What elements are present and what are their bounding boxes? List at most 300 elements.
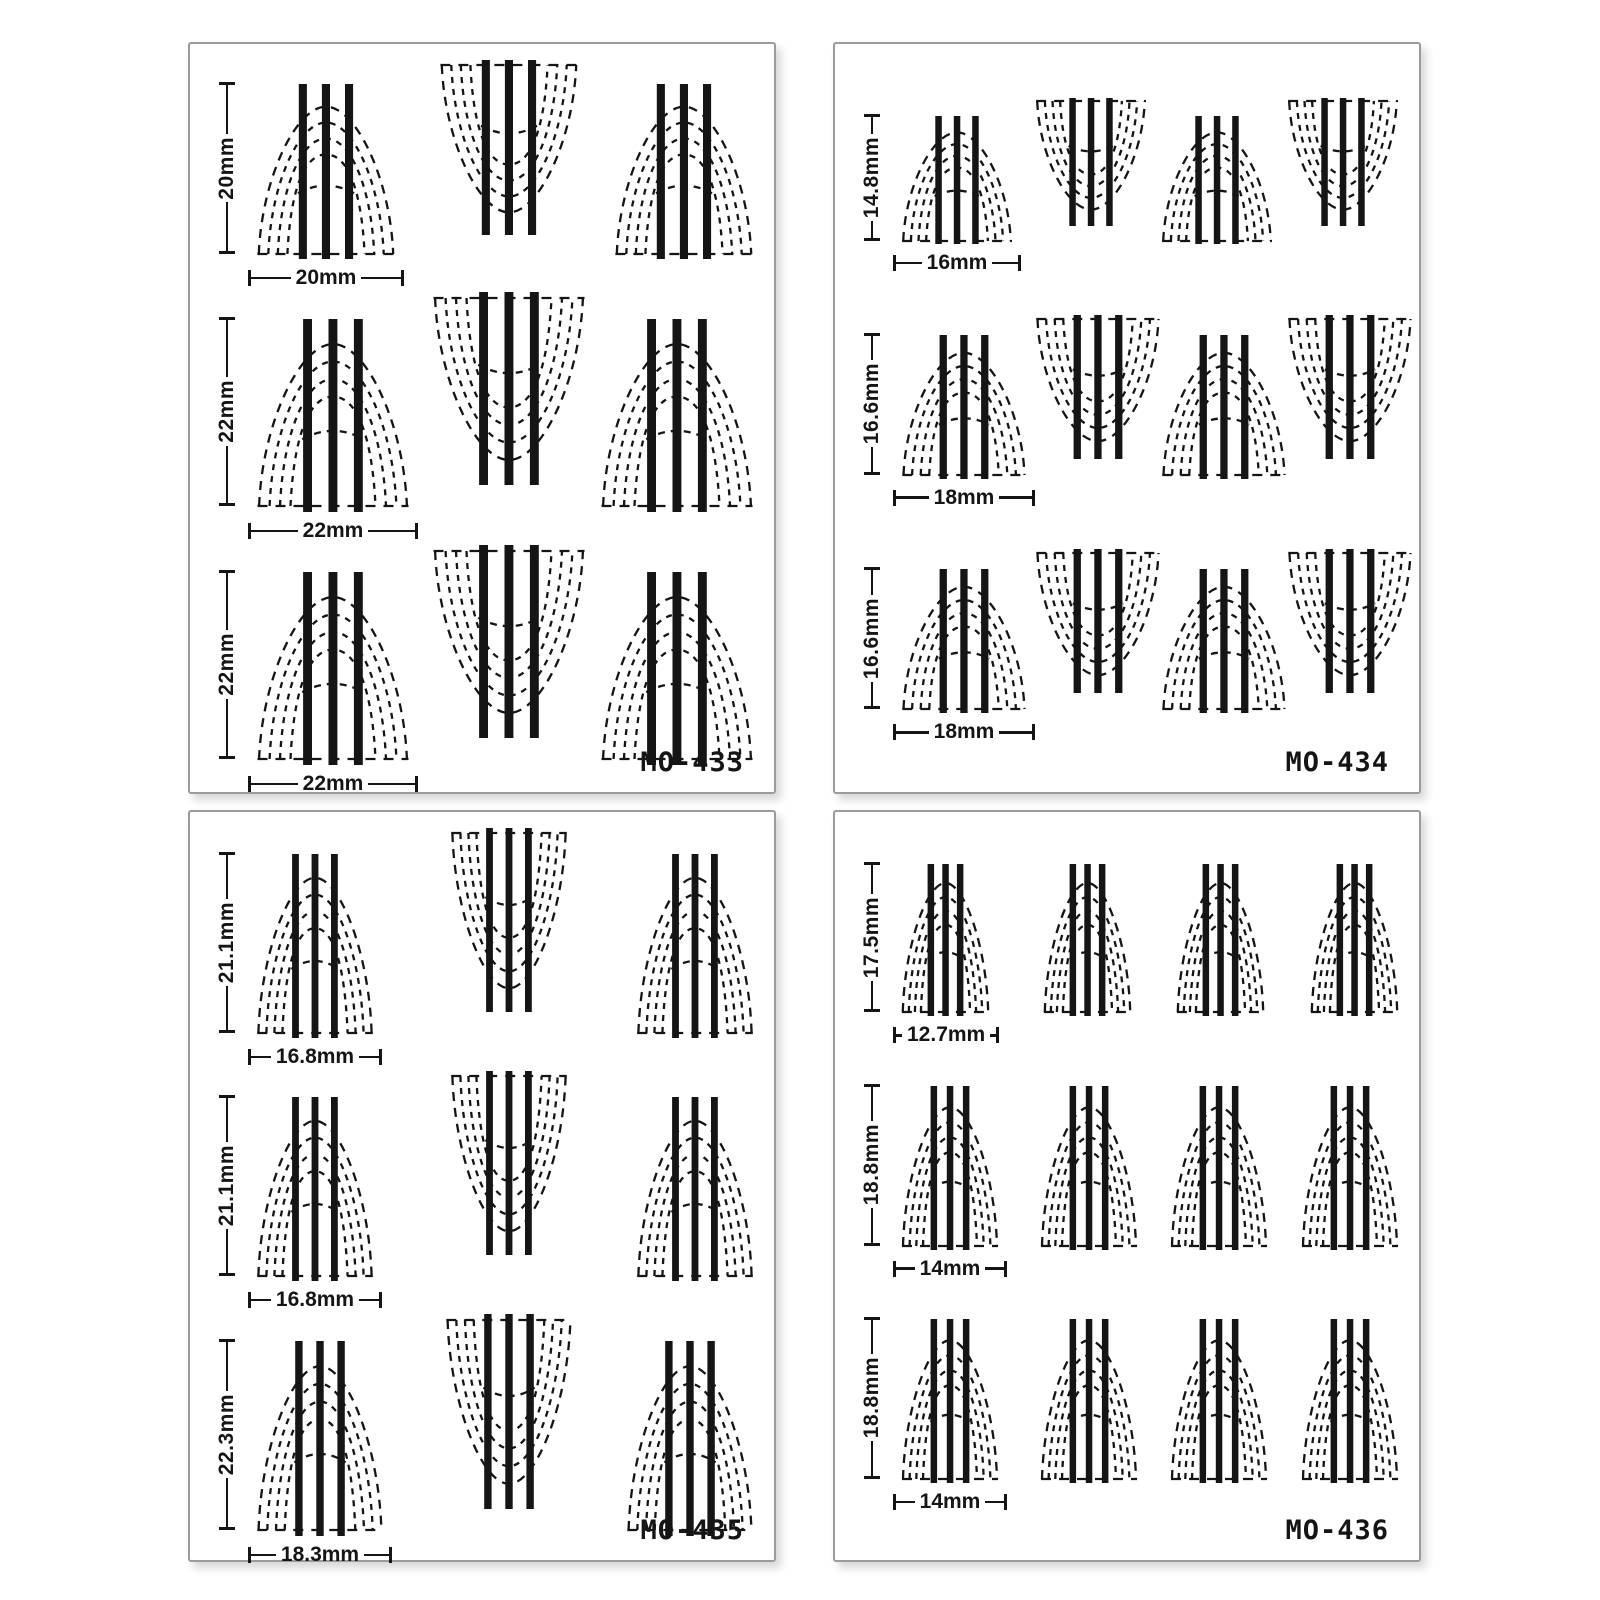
dimension-line	[368, 530, 415, 533]
sticker-black-bar	[647, 319, 656, 512]
sticker-black-bar	[1085, 1086, 1092, 1250]
sticker-black-bar	[942, 864, 949, 1016]
dimension-line	[251, 530, 298, 533]
nail-guide-shape-up	[256, 1339, 384, 1538]
dimension-line	[251, 1299, 271, 1302]
sticker-black-bar	[354, 572, 363, 765]
sticker-black-bar	[1214, 116, 1221, 244]
sticker-black-bar	[506, 828, 513, 1012]
sticker-black-bar	[479, 292, 488, 485]
nail-guide-shape-up	[1043, 862, 1132, 1018]
height-dimension-label: 17.5mm	[860, 896, 883, 978]
sticker-black-bar	[711, 854, 718, 1038]
nail-guide-shape-down	[432, 543, 586, 740]
nail-guide-shape-down	[432, 290, 586, 487]
dimension-line	[985, 1501, 1004, 1504]
sticker-row-shapes	[893, 547, 1413, 744]
height-dimension-callout	[851, 1317, 893, 1479]
sticker-black-bar	[940, 569, 947, 713]
dimension-line	[364, 1554, 389, 1557]
nail-guide-sticker	[1170, 1084, 1268, 1252]
sticker-black-bar	[331, 1097, 338, 1281]
height-dimension-callout	[851, 333, 893, 475]
height-dimension-callout	[206, 82, 248, 254]
sticker-black-bar	[1218, 864, 1225, 1016]
sticker-row	[851, 96, 1399, 275]
nail-guide-sticker	[636, 852, 754, 1040]
sticker-black-bar	[963, 1086, 970, 1250]
nail-guide-sticker	[1287, 313, 1413, 461]
sticker-black-bar	[698, 572, 707, 765]
sticker-black-bar	[312, 1097, 319, 1281]
dimension-line	[871, 1087, 874, 1121]
sticker-black-bar	[530, 292, 539, 485]
dimension-line	[226, 1229, 229, 1273]
nail-guide-shape-down	[1035, 547, 1161, 695]
width-dimension-label: 16.8mm	[275, 1288, 355, 1311]
nail-guide-sticker	[1043, 862, 1132, 1018]
template-sheet-MO-436	[833, 810, 1421, 1562]
dimension-end-cap	[864, 1476, 880, 1479]
nail-guide-shape-down	[1035, 96, 1147, 228]
nail-guide-shape-up	[256, 1095, 374, 1283]
width-dimension-callout	[248, 266, 404, 290]
nail-guide-sticker	[600, 317, 754, 514]
dimension-line	[251, 1056, 271, 1059]
sticker-black-bar	[1115, 315, 1122, 459]
height-dimension-callout	[206, 1339, 248, 1530]
dimension-end-cap	[219, 1527, 235, 1530]
dimension-end-cap	[1004, 1261, 1007, 1277]
sticker-black-bar	[947, 1319, 954, 1483]
nail-guide-shape-up	[626, 1339, 754, 1538]
sticker-black-bar	[1220, 569, 1227, 713]
sticker-row	[206, 826, 754, 1069]
sticker-black-bar	[703, 84, 711, 259]
sticker-black-bar	[528, 60, 536, 235]
sticker-black-bar	[1241, 335, 1248, 479]
height-dimension-callout	[851, 1084, 893, 1246]
dimension-end-cap	[379, 1049, 382, 1065]
dimension-line	[871, 865, 874, 893]
dimension-end-cap	[415, 776, 418, 792]
sticker-black-bar	[530, 545, 539, 738]
sticker-black-bar	[931, 1319, 938, 1483]
width-dimension-callout	[893, 1023, 998, 1047]
nail-guide-sticker	[1035, 547, 1161, 695]
sticker-black-bar	[1232, 1319, 1239, 1483]
sticker-black-bar	[1200, 569, 1207, 713]
sticker-black-bar	[960, 335, 967, 479]
nail-guide-shape-up	[636, 852, 754, 1040]
dimension-line	[871, 1208, 874, 1242]
sticker-black-bar	[303, 319, 312, 512]
sticker-black-bar	[981, 569, 988, 713]
sticker-black-bar	[1346, 315, 1353, 459]
nail-guide-shape-down	[1287, 313, 1413, 461]
sticker-black-bar	[672, 1097, 679, 1281]
sticker-black-bar	[692, 854, 699, 1038]
nail-guide-sticker	[1040, 1084, 1138, 1252]
dimension-line	[871, 1320, 874, 1354]
sticker-black-bar	[1331, 1086, 1338, 1250]
height-dimension-label: 16.6mm	[860, 362, 883, 445]
nail-guide-shape-up	[256, 82, 396, 261]
sticker-black-bar	[1363, 1086, 1370, 1250]
dimension-line	[871, 336, 874, 360]
template-sheet-MO-435	[188, 810, 776, 1566]
nail-guide-shape-up	[1301, 1084, 1399, 1252]
dimension-end-cap	[1032, 490, 1035, 506]
width-dimension-callout	[248, 1045, 382, 1069]
sticker-row-shapes	[248, 58, 754, 290]
sticker-black-bar	[1326, 549, 1333, 693]
dimension-end-cap	[219, 1030, 235, 1033]
sticker-row-shapes	[893, 1084, 1399, 1281]
dimension-end-cap	[219, 503, 235, 506]
dimension-end-cap	[1018, 255, 1021, 271]
dimension-line	[251, 783, 298, 786]
nail-guide-sticker	[450, 1069, 568, 1257]
sticker-black-bar	[673, 572, 682, 765]
nail-guide-sticker	[248, 1339, 392, 1567]
sticker-black-bar	[928, 864, 935, 1016]
dimension-end-cap	[996, 1027, 999, 1043]
height-dimension-label: 22mm	[215, 633, 238, 696]
height-dimension-label: 18.8mm	[860, 1357, 883, 1439]
sticker-black-bar	[647, 572, 656, 765]
dimension-line	[226, 986, 229, 1030]
sticker-black-bar	[665, 1341, 672, 1536]
sticker-black-bar	[1321, 98, 1328, 226]
sticker-row-shapes	[893, 96, 1399, 275]
sticker-black-bar	[1085, 1319, 1092, 1483]
nail-guide-sticker	[600, 570, 754, 767]
dimension-line	[871, 447, 874, 471]
sheet-model-number: MO-436	[1285, 1515, 1389, 1546]
width-dimension-callout	[248, 772, 418, 796]
sticker-black-bar	[316, 1341, 323, 1536]
sticker-black-bar	[698, 319, 707, 512]
nail-guide-shape-up	[901, 567, 1027, 715]
nail-guide-shape-down	[1287, 547, 1413, 695]
sticker-black-bar	[292, 1097, 299, 1281]
sticker-row-shapes	[893, 862, 1399, 1047]
sticker-black-bar	[1331, 1319, 1338, 1483]
sticker-black-bar	[1069, 98, 1076, 226]
width-dimension-callout	[893, 1490, 1007, 1514]
sticker-black-bar	[707, 1341, 714, 1536]
nail-guide-shape-up	[1161, 114, 1273, 246]
dimension-line	[251, 277, 291, 280]
sticker-row-shapes	[893, 313, 1413, 510]
nail-guide-shape-up	[1310, 862, 1399, 1018]
sticker-row	[851, 313, 1399, 510]
dimension-end-cap	[864, 472, 880, 475]
sticker-black-bar	[1346, 549, 1353, 693]
sticker-black-bar	[354, 319, 363, 512]
template-sheet-MO-434	[833, 42, 1421, 794]
nail-guide-shape-down	[1035, 313, 1161, 461]
dimension-line	[226, 85, 229, 134]
sticker-black-bar	[1347, 1086, 1354, 1250]
height-dimension-callout	[206, 570, 248, 759]
width-dimension-label: 16mm	[926, 250, 988, 274]
sticker-black-bar	[479, 545, 488, 738]
nail-guide-shape-up	[1176, 862, 1265, 1018]
nail-guide-shape-up	[1040, 1317, 1138, 1485]
nail-guide-shape-up	[256, 852, 374, 1040]
sticker-black-bar	[672, 854, 679, 1038]
dimension-end-cap	[219, 251, 235, 254]
sticker-black-bar	[1106, 98, 1113, 226]
nail-guide-sticker	[1301, 1084, 1399, 1252]
sticker-row	[206, 1069, 754, 1312]
nail-guide-shape-up	[1170, 1317, 1268, 1485]
sticker-black-bar	[331, 854, 338, 1038]
sticker-black-bar	[505, 60, 513, 235]
nail-guide-sticker	[893, 1084, 1007, 1281]
sticker-black-bar	[940, 335, 947, 479]
nail-guide-shape-up	[901, 1084, 999, 1252]
sheet-model-number: MO-433	[640, 747, 744, 778]
sticker-black-bar	[1367, 549, 1374, 693]
nail-guide-sticker	[450, 826, 568, 1014]
nail-guide-shape-up	[901, 333, 1027, 481]
dimension-line	[896, 496, 929, 499]
sticker-row	[206, 290, 754, 543]
sticker-black-bar	[1102, 1086, 1109, 1250]
nail-guide-shape-up	[600, 317, 754, 514]
sticker-black-bar	[322, 84, 330, 259]
dimension-end-cap	[864, 706, 880, 709]
dimension-line	[896, 731, 929, 734]
sticker-black-bar	[1099, 864, 1106, 1016]
sticker-black-bar	[295, 1341, 302, 1536]
dimension-line	[871, 117, 874, 134]
sticker-black-bar	[692, 1097, 699, 1281]
sticker-row-shapes	[248, 1069, 754, 1312]
dimension-end-cap	[389, 1547, 392, 1563]
dimension-line	[871, 570, 874, 594]
sticker-row	[851, 547, 1399, 744]
dimension-line	[226, 855, 229, 899]
sticker-black-bar	[525, 1071, 532, 1255]
sticker-black-bar	[1347, 1319, 1354, 1483]
sticker-row	[206, 58, 754, 290]
sticker-black-bar	[486, 828, 493, 1012]
sticker-black-bar	[1337, 864, 1344, 1016]
sticker-row-shapes	[893, 1317, 1399, 1514]
height-dimension-label: 21.1mm	[215, 1144, 238, 1227]
sticker-black-bar	[1094, 315, 1101, 459]
sticker-black-bar	[1241, 569, 1248, 713]
nail-guide-sticker	[1161, 333, 1287, 481]
sticker-black-bar	[505, 545, 514, 738]
width-dimension-callout	[893, 486, 1035, 510]
sticker-black-bar	[292, 854, 299, 1038]
dimension-line	[226, 699, 229, 756]
sticker-black-bar	[963, 1319, 970, 1483]
sticker-black-bar	[1366, 864, 1373, 1016]
dimension-line	[226, 1098, 229, 1142]
sticker-black-bar	[1069, 864, 1076, 1016]
sticker-black-bar	[484, 1314, 491, 1509]
dimension-end-cap	[1032, 724, 1035, 740]
sticker-black-bar	[1232, 864, 1239, 1016]
width-dimension-label: 22mm	[302, 519, 364, 542]
sheet-model-number: MO-434	[1285, 747, 1389, 778]
sticker-black-bar	[1200, 1086, 1207, 1250]
nail-guide-sticker	[893, 1317, 1007, 1514]
sticker-black-bar	[1232, 1086, 1239, 1250]
nail-guide-shape-down	[450, 1069, 568, 1257]
sticker-black-bar	[337, 1341, 344, 1536]
nail-guide-shape-up	[256, 570, 410, 767]
height-dimension-label: 21.1mm	[215, 901, 238, 984]
sticker-black-bar	[1363, 1319, 1370, 1483]
width-dimension-callout	[893, 1257, 1007, 1281]
nail-guide-sticker	[1035, 96, 1147, 228]
nail-guide-sticker	[432, 543, 586, 740]
sticker-black-bar	[1195, 116, 1202, 244]
sticker-row-shapes	[248, 290, 754, 543]
dimension-line	[368, 783, 415, 786]
dimension-line	[896, 1501, 915, 1504]
nail-guide-sticker	[893, 862, 998, 1047]
width-dimension-label: 18mm	[933, 485, 995, 509]
dimension-line	[361, 277, 401, 280]
sticker-black-bar	[525, 828, 532, 1012]
sticker-black-bar	[1074, 315, 1081, 459]
sheet-model-number: MO-435	[640, 1515, 744, 1546]
dimension-end-cap	[219, 756, 235, 759]
height-dimension-callout	[206, 317, 248, 506]
nail-guide-sticker	[893, 333, 1035, 510]
nail-guide-shape-up	[636, 1095, 754, 1283]
sticker-black-bar	[1200, 335, 1207, 479]
width-dimension-label: 14mm	[919, 1489, 981, 1513]
nail-guide-sticker	[445, 1312, 573, 1511]
dimension-line	[359, 1056, 379, 1059]
dimension-line	[896, 1267, 915, 1270]
nail-guide-shape-up	[901, 1317, 999, 1485]
height-dimension-label: 22.3mm	[215, 1393, 238, 1476]
dimension-end-cap	[379, 1292, 382, 1308]
height-dimension-callout	[851, 862, 893, 1012]
dimension-line	[251, 1554, 276, 1557]
sticker-black-bar	[1351, 864, 1358, 1016]
dimension-line	[985, 1267, 1004, 1270]
sticker-black-bar	[935, 116, 942, 244]
sticker-black-bar	[526, 1314, 533, 1509]
nail-guide-sticker	[248, 82, 404, 290]
nail-guide-shape-down	[1287, 96, 1399, 228]
nail-guide-shape-up	[1301, 1317, 1399, 1485]
width-dimension-callout	[893, 251, 1021, 275]
dimension-line	[871, 221, 874, 238]
dimension-line	[992, 262, 1018, 265]
sticker-black-bar	[1367, 315, 1374, 459]
width-dimension-label: 22mm	[302, 772, 364, 795]
sticker-black-bar	[1326, 315, 1333, 459]
nail-guide-sticker	[1161, 567, 1287, 715]
sticker-black-bar	[1232, 116, 1239, 244]
sticker-black-bar	[931, 1086, 938, 1250]
nail-guide-shape-up	[600, 570, 754, 767]
nail-guide-shape-up	[1170, 1084, 1268, 1252]
sticker-black-bar	[1358, 98, 1365, 226]
nail-guide-shape-up	[1040, 1084, 1138, 1252]
sticker-black-bar	[482, 60, 490, 235]
sticker-black-bar	[1069, 1086, 1076, 1250]
sticker-black-bar	[1069, 1319, 1076, 1483]
dimension-end-cap	[1004, 1494, 1007, 1510]
width-dimension-callout	[248, 1543, 392, 1567]
sticker-row	[851, 862, 1399, 1047]
nail-guide-sticker	[1170, 1317, 1268, 1485]
template-sheet-MO-433	[188, 42, 776, 794]
sticker-black-bar	[1094, 549, 1101, 693]
nail-guide-sticker	[439, 58, 579, 237]
sticker-black-bar	[957, 864, 964, 1016]
nail-guide-sticker	[1301, 1317, 1399, 1485]
nail-guide-sticker	[248, 317, 418, 543]
sticker-black-bar	[1074, 549, 1081, 693]
nail-guide-sticker	[432, 290, 586, 487]
sticker-black-bar	[657, 84, 665, 259]
width-dimension-label: 18.3mm	[280, 1543, 360, 1566]
sticker-black-bar	[1115, 549, 1122, 693]
dimension-end-cap	[864, 1243, 880, 1246]
nail-guide-sticker	[636, 1095, 754, 1283]
width-dimension-label: 16.8mm	[275, 1045, 355, 1068]
sticker-black-bar	[1216, 1319, 1223, 1483]
sticker-black-bar	[711, 1097, 718, 1281]
height-dimension-label: 20mm	[215, 136, 238, 200]
sticker-black-bar	[1203, 864, 1210, 1016]
height-dimension-label: 14.8mm	[860, 136, 883, 218]
height-dimension-callout	[206, 1095, 248, 1276]
nail-guide-shape-up	[901, 114, 1013, 246]
height-dimension-label: 18.8mm	[860, 1123, 883, 1206]
dimension-line	[226, 320, 229, 377]
sticker-black-bar	[972, 116, 979, 244]
sticker-black-bar	[505, 292, 514, 485]
nail-guide-shape-up	[614, 82, 754, 261]
sticker-black-bar	[1088, 98, 1095, 226]
sticker-black-bar	[1216, 1086, 1223, 1250]
width-dimension-label: 18mm	[933, 720, 995, 744]
sticker-black-bar	[686, 1341, 693, 1536]
height-dimension-label: 16.6mm	[860, 597, 883, 679]
sticker-black-bar	[312, 854, 319, 1038]
dimension-end-cap	[864, 238, 880, 241]
sticker-black-bar	[506, 1071, 513, 1255]
width-dimension-label: 14mm	[919, 1256, 981, 1280]
sticker-black-bar	[1340, 98, 1347, 226]
nail-guide-sticker	[248, 852, 382, 1069]
sticker-black-bar	[299, 84, 307, 259]
dimension-line	[871, 1441, 874, 1475]
sticker-black-bar	[505, 1314, 512, 1509]
sticker-black-bar	[1220, 335, 1227, 479]
dimension-line	[226, 446, 229, 503]
nail-guide-sticker	[1040, 1317, 1138, 1485]
dimension-end-cap	[864, 1009, 880, 1012]
nail-guide-sticker	[1035, 313, 1161, 461]
height-dimension-callout	[206, 852, 248, 1033]
